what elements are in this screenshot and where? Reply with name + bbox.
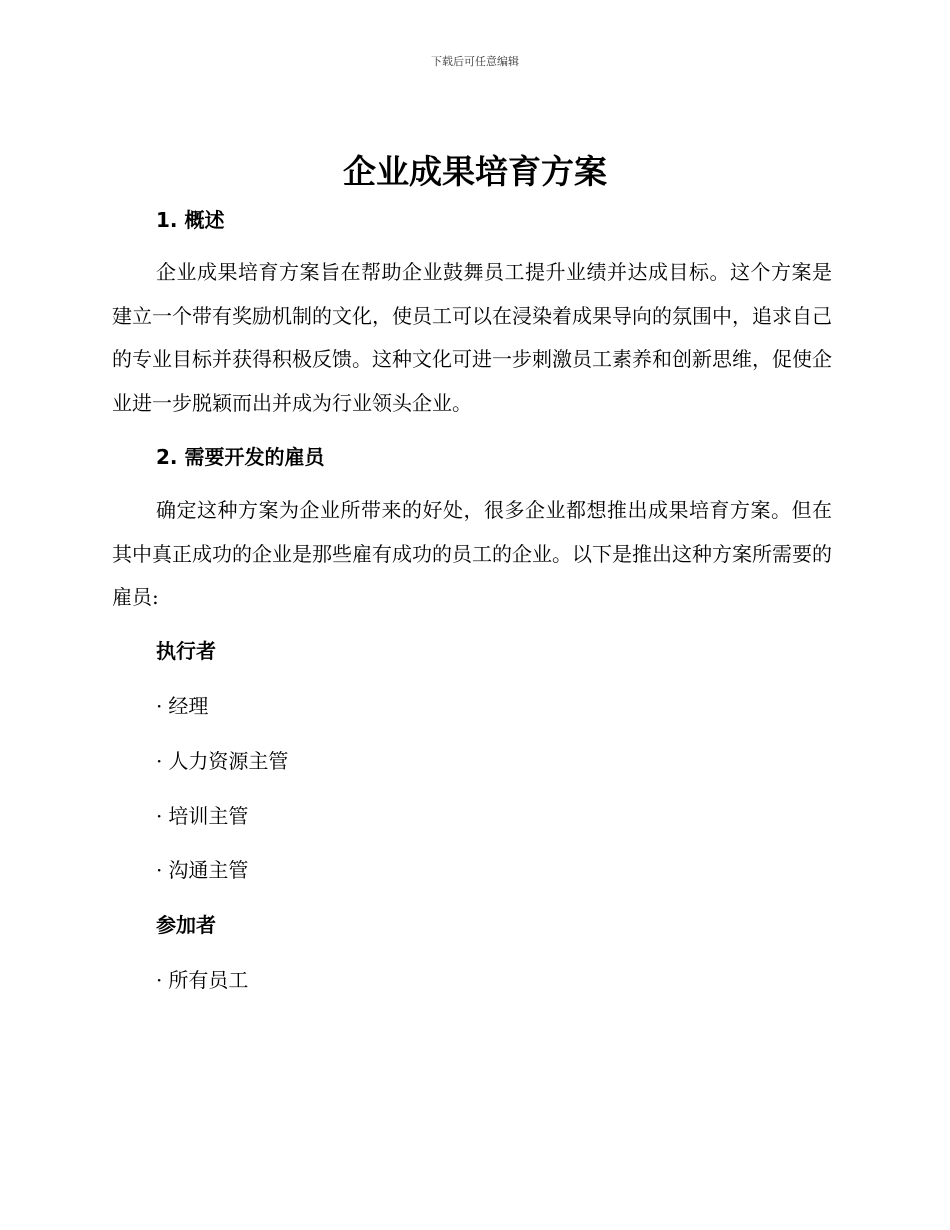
list-item (156, 692, 208, 720)
bullet-icon: · (156, 804, 163, 828)
bullet-icon: · (156, 858, 163, 882)
bullet-icon: · (156, 694, 163, 718)
section-heading-overview: 1. 概述 (156, 208, 225, 232)
section-heading-employees: 2. 需要开发的雇员 (156, 445, 325, 469)
list-item (156, 966, 248, 994)
section-paragraph-overview: 企业成果培育方案旨在帮助企业鼓舞员工提升业绩并达成目标。这个方案是建立一个带有奖励机制的文化，使员工可以在浸染着成果导向的氛围中，追求自己的专业目标并获得积极反馈。这种文化可进一步刺激员工素养和创新思维，促使企业进一步脱颖而出并成为行业领头企业。 (112, 260, 832, 415)
list-item-label: 人力资源主管 (168, 749, 289, 773)
list-item-label: 所有员工 (168, 968, 249, 992)
bullet-icon: · (156, 968, 163, 992)
document-title: 企业成果培育方案 (343, 152, 607, 191)
list-item-label: 经理 (168, 694, 209, 718)
bullet-icon: · (156, 749, 163, 773)
list-item-label: 沟通主管 (168, 858, 249, 882)
section-paragraph-employees: 确定这种方案为企业所带来的好处，很多企业都想推出成果培育方案。但在其中真正成功的企业是那些雇有成功的员工的企业。以下是推出这种方案所需要的雇员: (112, 498, 832, 609)
group-label-participants: 参加者 (156, 913, 216, 937)
list-item (156, 747, 288, 775)
group-label-executors: 执行者 (156, 639, 216, 663)
list-item (156, 856, 248, 884)
list-item-label: 培训主管 (168, 804, 249, 828)
list-item (156, 802, 248, 830)
header-note: 下载后可任意编辑 (431, 55, 519, 68)
